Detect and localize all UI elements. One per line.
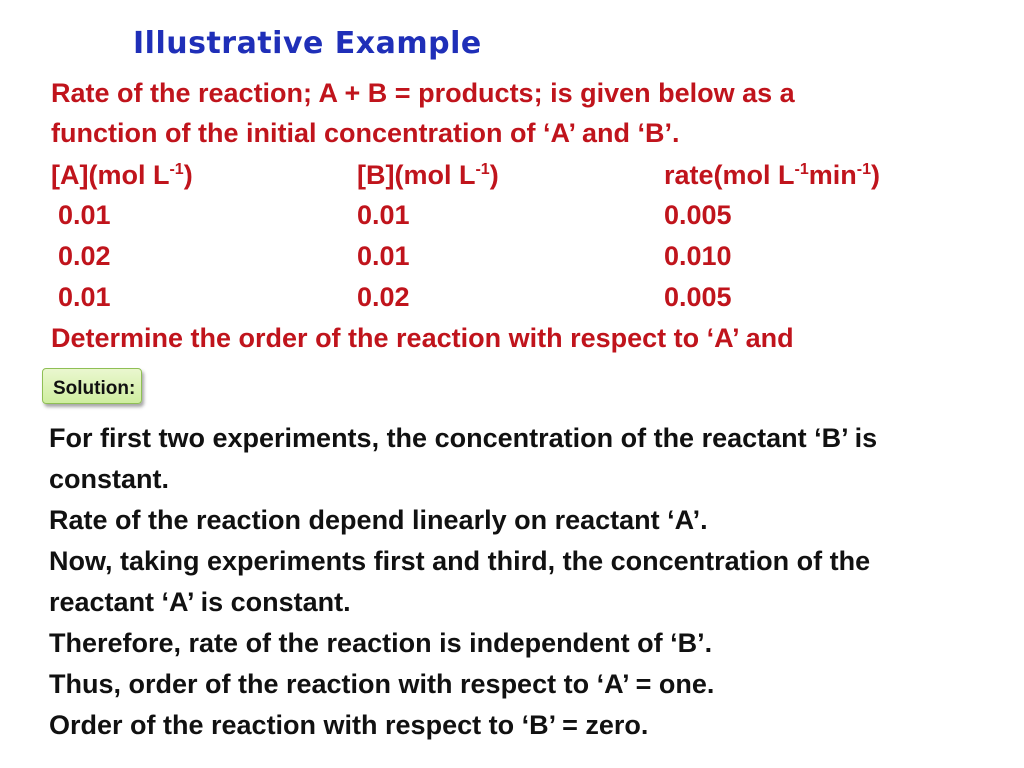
solution-line-8: Order of the reaction with respect to ‘B’ = zero. [49,710,649,740]
header-a: [A](mol $L^{-1}$) [51,160,193,190]
row-1-rate: 0.005 [664,200,732,230]
solution-label: Solution: [53,378,136,399]
solution-line-4: Now, taking experiments first and third, the concentration of the [49,546,871,576]
problem-line-1: Rate of the reaction; A + B = products; is given below as a [51,78,795,108]
row-3-a: 0.01 [58,282,111,312]
row-3-rate: 0.005 [664,282,732,312]
solution-line-6: Therefore, rate of the reaction is independent of ‘B’. [49,628,713,658]
solution-line-1: For first two experiments, the concentration of the reactant ‘B’ is [49,423,878,453]
row-1-b: 0.01 [357,200,410,230]
solution-line-2: constant. [49,464,170,494]
header-rate: rate(mol $L^{-1}\min^{-1}$) [664,160,881,190]
solution-line-7: Thus, order of the reaction with respect to ‘A’ = one. [49,669,715,699]
problem-line-2: function of the initial concentration of ‘A’ and ‘B’. [51,118,680,148]
solution-line-5: reactant ‘A’ is constant. [49,587,351,617]
row-1-a: 0.01 [58,200,111,230]
header-b: [B](mol $L^{-1}$) [357,160,499,190]
row-2-b: 0.01 [357,241,410,271]
solution-line-3: Rate of the reaction depend linearly on reactant ‘A’. [49,505,708,535]
row-2-a: 0.02 [58,241,111,271]
row-3-b: 0.02 [357,282,410,312]
slide-title: Illustrative Example [133,26,482,61]
question-line: Determine the order of the reaction with respect to ‘A’ and [51,323,794,353]
row-2-rate: 0.010 [664,241,732,271]
